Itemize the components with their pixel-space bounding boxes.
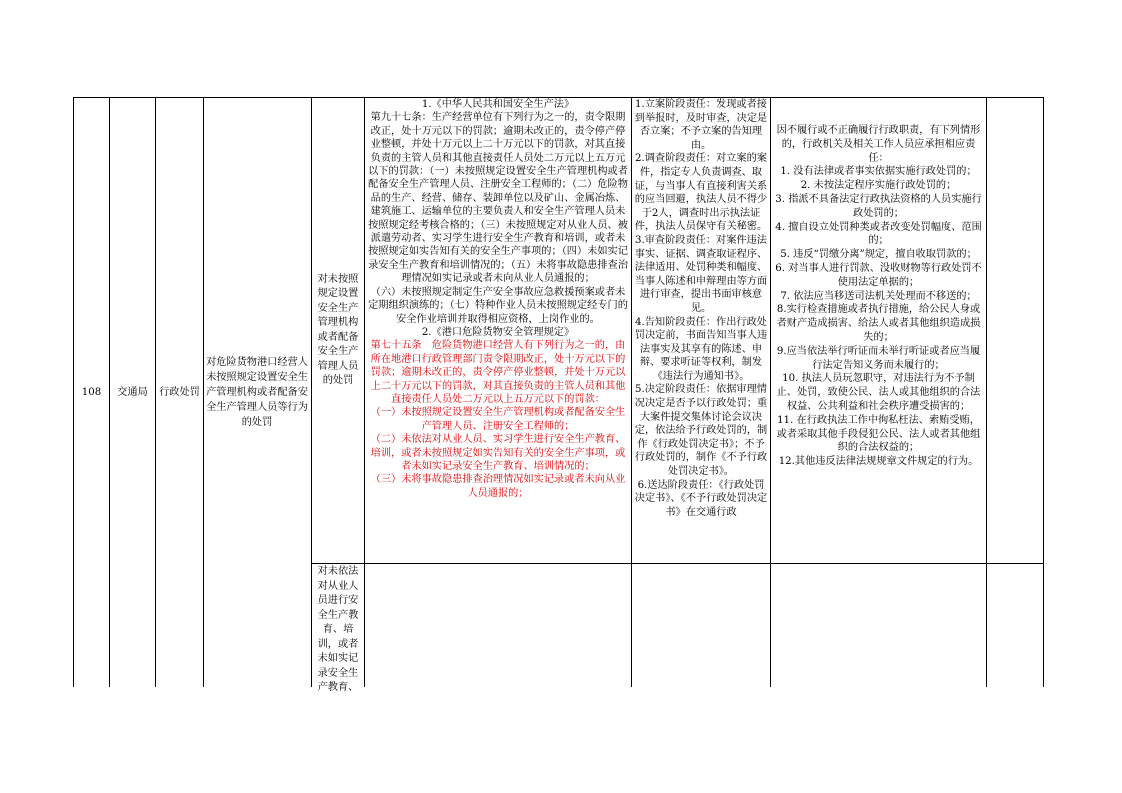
accountability-3: 3. 指派不具备法定行政执法资格的人员实施行政处罚的； bbox=[775, 193, 982, 219]
duty-3: 3.审查阶段责任：对案件违法事实、证据、调查取证程序、法律适用、处罚种类和幅度、当事人陈述和申辩理由等方面进行审查，提出书面审核意见。 bbox=[634, 234, 768, 314]
accountability-4: 4. 擅自设立处罚种类或者改变处罚幅度、范围的； bbox=[775, 221, 982, 247]
col-border-9 bbox=[1043, 97, 1044, 687]
col-border-3 bbox=[203, 97, 204, 687]
law2-clause-1: （一）未按照规定设置安全生产管理机构或者配备安全生产管理人员、注册安全工程师的； bbox=[370, 407, 626, 432]
sub-row-divider bbox=[311, 563, 1043, 564]
row-number: 108 bbox=[81, 386, 102, 398]
category: 行政处罚 bbox=[159, 386, 200, 398]
accountability-10: 10. 执法人员玩忽职守，对违法行为不予制止、处罚，致使公民、法人或其他组织的合法权益、公共利益和社会秩序遭受损害的； bbox=[776, 373, 981, 412]
accountability-8: 8.实行检查措施或者执行措施，给公民人身或者财产造成损害、给法人或者其他组织造成损失的； bbox=[776, 304, 981, 343]
category-cell bbox=[156, 98, 203, 687]
accountability-9: 9.应当依法举行听证而未举行听证或者应当履行法定告知义务而未履行的； bbox=[776, 345, 981, 371]
item-cell bbox=[206, 98, 308, 687]
sub-item-2: 对未依法对从业人员进行安全生产教育、培训，或者未如实记录安全生产教育、 bbox=[317, 566, 359, 693]
accountability-6: 6. 对当事人进行罚款、没收财物等行政处罚不使用法定单据的； bbox=[775, 262, 982, 288]
law1-text-2: （六）未按照规定制定生产安全事故应急救援预案或者未定期组织演练的；（七）特种作业人员未按照规定经专门的安全作业培训并取得相应资格，上岗作业的。 bbox=[368, 286, 628, 325]
col-border-8 bbox=[986, 97, 987, 687]
duty-4: 4.告知阶段责任：作出行政处罚决定前，书面告知当事人违法事实及其享有的陈述、申辩、要求听证等权利，制发《违法行为通知书》。 bbox=[634, 316, 768, 382]
accountability-cell bbox=[773, 124, 984, 563]
col-border-4 bbox=[311, 97, 312, 687]
accountability-12: 12.其他违反法律法规规章文件规定的行为。 bbox=[778, 456, 979, 468]
sub-item-1: 对未按照规定设置安全生产管理机构或者配备安全生产管理人员的处罚 bbox=[317, 273, 359, 386]
duties-cell bbox=[633, 98, 769, 563]
col-border-5 bbox=[364, 97, 365, 687]
sub-item-1-cell bbox=[313, 98, 363, 563]
accountability-1: 1. 没有法律或者事实依据实施行政处罚的； bbox=[780, 166, 977, 178]
law2-clause-2: （二）未依法对从业人员、实习学生进行安全生产教育、培训，或者未按照规定如实告知有关的安全生产事项，或者未如实记录安全生产教育、培训情况的； bbox=[370, 434, 626, 472]
duty-1: 1.立案阶段责任：发现或者接到举报时，及时审查，决定是否立案；不予立案的告知理由。 bbox=[634, 99, 768, 151]
col-border-7 bbox=[770, 97, 771, 687]
law2-article: 第七十五条 危险货物港口经营人有下列行为之一的，由所在地港口行政管理部门责令限期改正，处十万元以下的罚款；逾期未改正的，责令停产停业整顿，并处十万元以上二十万元以下的罚款，对其直接负责的主管人员和其他直接责任人员处二万元以上五万元以下的罚款： bbox=[370, 340, 626, 405]
col-border-6 bbox=[631, 97, 632, 687]
law2-title: 2.《港口危险货物安全管理规定》 bbox=[421, 326, 575, 338]
accountability-2: 2. 未按法定程序实施行政处罚的； bbox=[800, 180, 957, 192]
department: 交通局 bbox=[117, 386, 148, 398]
duty-5: 5.决定阶段责任：依据审理情况决定是否予以行政处罚；重大案件提交集体讨论会议决定，依法给予行政处罚的，制作《行政处罚决定书》；不予行政处罚的，制作《不予行政处罚决定书》。 bbox=[634, 384, 768, 478]
law1-title: 1.《中华人民共和国安全生产法》 bbox=[421, 99, 575, 110]
basis-cell bbox=[367, 98, 629, 563]
sub-item-2-cell bbox=[313, 565, 363, 693]
law2-clause-3: （三）未将事故隐患排查治理情况如实记录或者未向从业人员通报的； bbox=[370, 474, 626, 499]
accountability-intro: 因不履行或不正确履行行政职责，有下列情形的，行政机关及相关工作人员应承担相应责任： bbox=[776, 125, 981, 164]
duty-2: 2.调查阶段责任：对立案的案件，指定专人负责调查、取证，与当事人有直接利害关系的应当回避，执法人员不得少于2人，调查时出示执法证件，执法人员保守有关秘密。 bbox=[634, 153, 768, 233]
accountability-7: 7. 依法应当移送司法机关处理而不移送的； bbox=[780, 290, 977, 302]
item-name: 对危险货物港口经营人未按照规定设置安全生产管理机构或者配备安全生产管理人员等行为的处罚 bbox=[206, 357, 308, 428]
duty-6: 6.送达阶段责任：《行政处罚决定书》、《不予行政处罚决定书》在交通行政 bbox=[634, 479, 768, 518]
remarks-cell bbox=[988, 98, 1042, 687]
department-cell bbox=[110, 98, 155, 687]
accountability-11: 11. 在行政执法工作中徇私枉法、索贿受贿，或者采取其他手段侵犯公民、法人或者其他组织的合法权益的； bbox=[776, 414, 981, 454]
accountability-5: 5. 违反“罚缴分离”规定，擅自收取罚款的； bbox=[780, 249, 977, 261]
row-number-cell bbox=[74, 98, 109, 687]
law1-text: 第九十七条：生产经营单位有下列行为之一的，责令限期改正，处十万元以下的罚款；逾期未改正的，责令停产停业整顿，并处十万元以上二十万元以下的罚款，对其直接负责的主管人员和其他直接责任人员处二万元以上五万元以下的罚款：（一）未按照规定设置安全生产管理机构或者配备安全生产管理人员、注册安全工程师的；（二）危险物品的生产、经营、储存、装卸单位以及矿山、金属冶炼、建筑施工、运输单位的主要负责人和安全生产管理人员未按照规定经考核合格的；（三）未按照规定对从业人员、被派遣劳动者、实习学生进行安全生产教育和培训，或者未按照规定如实告知有关的安全生产事项的；（四）未如实记录安全生产教育和培训情况的；（五）未将事故隐患排查治理情况如实记录或者未向从业人员通报的； bbox=[368, 112, 628, 285]
